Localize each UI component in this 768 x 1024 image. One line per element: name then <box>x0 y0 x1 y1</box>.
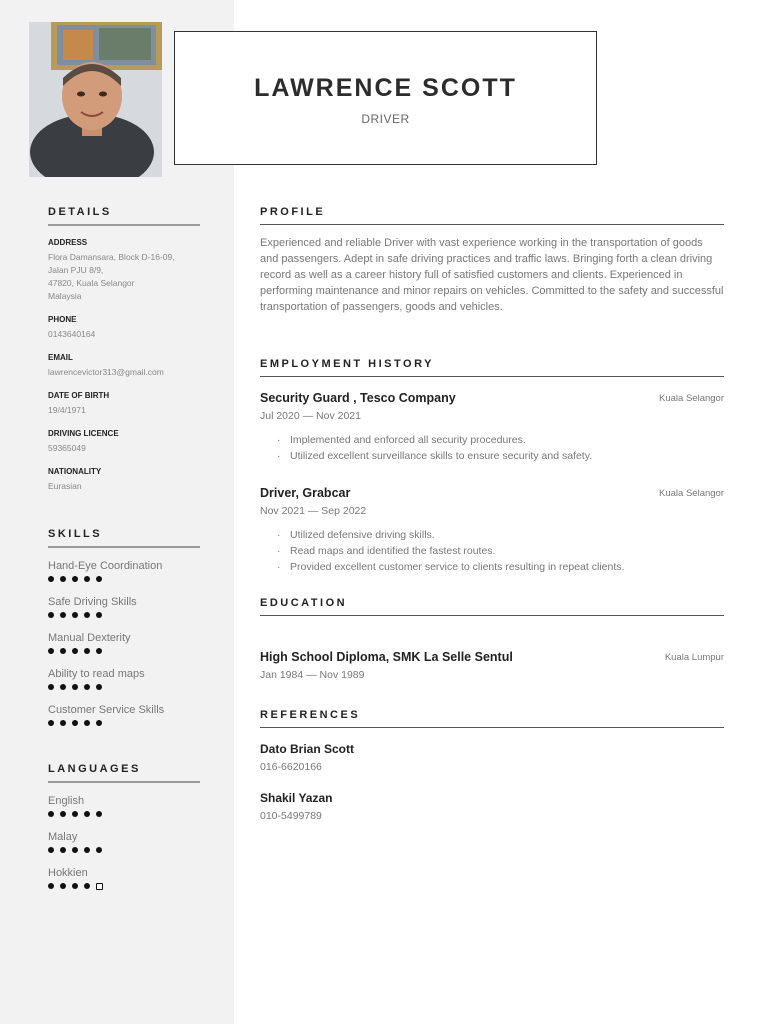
full-name: LAWRENCE SCOTT <box>254 74 517 102</box>
nationality-value: Eurasian <box>48 481 82 491</box>
level-dot-filled <box>72 883 78 889</box>
skill-name: Customer Service Skills <box>48 704 165 716</box>
level-dot-filled <box>72 684 78 690</box>
level-dot-filled <box>84 883 90 889</box>
level-dot-empty <box>96 883 103 890</box>
job-bullets <box>277 432 724 464</box>
job-bullets <box>277 527 724 575</box>
address-line-3: 47820, Kuala Selangor <box>48 278 135 288</box>
job-location: Kuala Selangor <box>659 393 724 404</box>
level-dot-filled <box>48 811 54 817</box>
skill-item <box>48 632 200 656</box>
name-header <box>174 31 597 165</box>
education-heading: EDUCATION <box>260 597 724 616</box>
job-dates: Nov 2021 — Sep 2022 <box>260 505 367 517</box>
skill-level <box>48 684 200 692</box>
level-dot-filled <box>72 720 78 726</box>
level-dot-filled <box>48 847 54 853</box>
level-dot-filled <box>48 684 54 690</box>
languages-heading: LANGUAGES <box>48 763 200 783</box>
education-entry <box>260 650 724 681</box>
skill-level <box>48 612 200 620</box>
level-dot-filled <box>84 684 90 690</box>
job-role: DRIVER <box>361 112 410 126</box>
skill-item <box>48 596 200 620</box>
profile-photo <box>29 22 162 177</box>
level-dot-filled <box>84 720 90 726</box>
job-title: Security Guard , Tesco Company <box>260 391 456 405</box>
profile-heading: PROFILE <box>260 206 724 225</box>
reference-entry <box>260 791 724 822</box>
level-dot-filled <box>60 847 66 853</box>
employment-heading: EMPLOYMENT HISTORY <box>260 358 724 377</box>
languages-section <box>48 763 200 891</box>
licence-value: 59365049 <box>48 443 86 453</box>
language-level <box>48 811 200 819</box>
phone-value: 0143640164 <box>48 329 96 339</box>
language-level <box>48 883 200 891</box>
level-dot-filled <box>96 576 102 582</box>
level-dot-filled <box>60 720 66 726</box>
level-dot-filled <box>60 612 66 618</box>
skill-name: Manual Dexterity <box>48 632 131 644</box>
level-dot-filled <box>60 883 66 889</box>
level-dot-filled <box>96 720 102 726</box>
job-entry <box>260 486 724 575</box>
nationality-label: NATIONALITY <box>48 467 102 476</box>
level-dot-filled <box>96 612 102 618</box>
address-line-2: Jalan PJU 8/9, <box>48 265 104 275</box>
language-item <box>48 831 200 855</box>
address-line-4: Malaysia <box>48 291 82 301</box>
skill-level <box>48 648 200 656</box>
language-level <box>48 847 200 855</box>
skill-name: Ability to read maps <box>48 668 145 680</box>
skills-heading: SKILLS <box>48 528 200 548</box>
level-dot-filled <box>48 576 54 582</box>
level-dot-filled <box>60 684 66 690</box>
details-section <box>48 206 200 493</box>
address-line-1: Flora Damansara, Block D-16-09, <box>48 252 175 262</box>
education-section <box>260 597 724 681</box>
job-bullet: · Utilized defensive driving skills. <box>277 527 724 543</box>
level-dot-filled <box>60 811 66 817</box>
level-dot-filled <box>84 612 90 618</box>
level-dot-filled <box>48 720 54 726</box>
level-dot-filled <box>48 648 54 654</box>
education-dates: Jan 1984 — Nov 1989 <box>260 669 365 681</box>
level-dot-filled <box>84 811 90 817</box>
profile-summary: Experienced and reliable Driver with vast experience working in the transportation of goods and passengers. Adept in safe driving practices and traffic laws. Bringing forth a clean driving record as well as a career history full of satisfied customers and clients. Experienced in performing maintenance and minor repairs on vehicles. Committed to the safety and successful transportation of passengers, goods and vehicles. <box>260 237 724 313</box>
language-name: Malay <box>48 831 78 843</box>
level-dot-filled <box>72 612 78 618</box>
job-bullet: · Implemented and enforced all security procedures. <box>277 432 724 448</box>
level-dot-filled <box>48 883 54 889</box>
level-dot-filled <box>48 612 54 618</box>
email-label: EMAIL <box>48 353 73 362</box>
job-entry <box>260 391 724 464</box>
level-dot-filled <box>96 811 102 817</box>
level-dot-filled <box>60 576 66 582</box>
language-item <box>48 867 200 891</box>
skill-name: Safe Driving Skills <box>48 596 137 608</box>
education-title: High School Diploma, SMK La Selle Sentul <box>260 650 513 664</box>
reference-name: Shakil Yazan <box>260 791 333 805</box>
level-dot-filled <box>72 576 78 582</box>
skill-item <box>48 668 200 692</box>
job-location: Kuala Selangor <box>659 488 724 499</box>
references-heading: REFERENCES <box>260 709 724 728</box>
address-value <box>48 251 200 303</box>
profile-section <box>260 206 724 315</box>
address-label: ADDRESS <box>48 238 88 247</box>
references-section <box>260 709 724 822</box>
skill-level <box>48 720 200 728</box>
licence-label: DRIVING LICENCE <box>48 429 119 438</box>
dob-label: DATE OF BIRTH <box>48 391 110 400</box>
education-location: Kuala Lumpur <box>664 652 724 663</box>
language-item <box>48 795 200 819</box>
job-title: Driver, Grabcar <box>260 486 351 500</box>
dob-value: 19/4/1971 <box>48 405 86 415</box>
level-dot-filled <box>84 648 90 654</box>
level-dot-filled <box>72 847 78 853</box>
language-name: English <box>48 795 85 807</box>
level-dot-filled <box>84 576 90 582</box>
skill-level <box>48 576 200 584</box>
job-bullet: · Read maps and identified the fastest routes. <box>277 543 724 559</box>
email-value: lawrencevictor313@gmail.com <box>48 367 164 377</box>
level-dot-filled <box>60 648 66 654</box>
skill-item <box>48 560 200 584</box>
reference-name: Dato Brian Scott <box>260 742 355 756</box>
job-bullet: · Provided excellent customer service to clients resulting in repeat clients. <box>277 559 724 575</box>
skills-section <box>48 528 200 728</box>
level-dot-filled <box>72 648 78 654</box>
level-dot-filled <box>72 811 78 817</box>
language-name: Hokkien <box>48 867 88 879</box>
phone-label: PHONE <box>48 315 77 324</box>
level-dot-filled <box>96 684 102 690</box>
reference-phone: 010-5499789 <box>260 810 322 822</box>
skill-name: Hand-Eye Coordination <box>48 560 163 572</box>
job-dates: Jul 2020 — Nov 2021 <box>260 410 361 422</box>
skill-item <box>48 704 200 728</box>
level-dot-filled <box>84 847 90 853</box>
details-heading: DETAILS <box>48 206 200 226</box>
level-dot-filled <box>96 847 102 853</box>
reference-phone: 016-6620166 <box>260 761 322 773</box>
reference-entry <box>260 742 724 773</box>
employment-section <box>260 358 724 575</box>
level-dot-filled <box>96 648 102 654</box>
job-bullet: · Utilized excellent surveillance skills to ensure security and safety. <box>277 448 724 464</box>
